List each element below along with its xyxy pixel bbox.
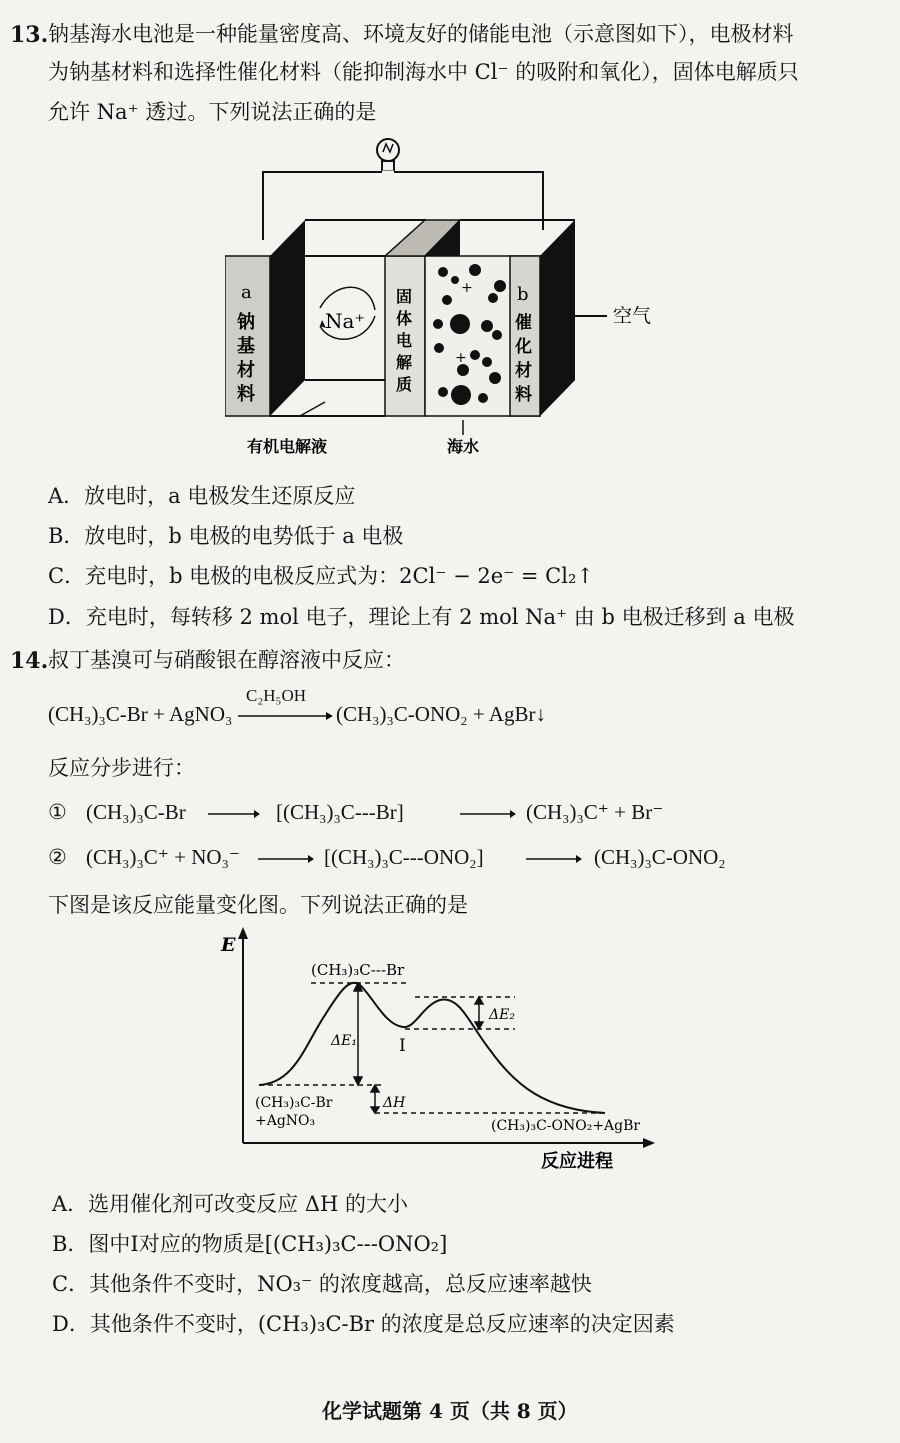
svg-text:电: 电 [396, 331, 413, 350]
label-b: b [517, 284, 529, 305]
equation-left: (CH₃)₃C-Br + AgNO₃ [48, 702, 233, 726]
question-14-number: 14. [10, 648, 49, 674]
question-13-stem-line1: 钠基海水电池是一种能量密度高、环境友好的储能电池（示意图如下），电极材料 [48, 22, 794, 46]
question-13-stem-line3: 允许 Na⁺ 透过。下列说法正确的是 [48, 100, 377, 124]
step-2 [48, 845, 768, 875]
solid-electrolyte-text [396, 287, 413, 394]
svg-text:材: 材 [515, 361, 532, 381]
seawater-label: 海水 [447, 437, 480, 456]
step-2-arrow-2 [526, 853, 582, 865]
light-bulb-icon [377, 139, 399, 171]
reactants-label-line1: (CH₃)₃C-Br [255, 1095, 333, 1111]
q14-option-c[interactable]: C．其他条件不变时，NO₃⁻ 的浓度越高，总反应速率越快 [52, 1272, 592, 1296]
svg-text:+: + [461, 280, 473, 296]
svg-text:化: 化 [515, 337, 532, 357]
energy-diagram [215, 925, 675, 1175]
step-2-number: ② [48, 845, 67, 869]
reaction-arrow [238, 710, 333, 722]
step-1 [48, 800, 748, 830]
question-14-stem: 叔丁基溴可与硝酸银在醇溶液中反应： [48, 648, 405, 672]
ion-label: Na⁺ [325, 309, 365, 333]
x-axis-label: 反应进程 [541, 1151, 613, 1172]
q14-option-b[interactable]: B．图中Ⅰ对应的物质是[(CH₃)₃C---ONO₂] [52, 1232, 448, 1256]
y-axis-label: E [221, 934, 236, 956]
step-1-arrow-1 [208, 808, 260, 820]
step-1-reactant: (CH₃)₃C-Br [86, 800, 186, 824]
dE1-label: ΔE₁ [331, 1033, 357, 1049]
q14-option-d[interactable]: D．其他条件不变时，(CH₃)₃C-Br 的浓度是总反应速率的决定因素 [52, 1312, 675, 1336]
question-13-stem-line2: 为钠基材料和选择性催化材料（能抑制海水中 Cl⁻ 的吸附和氧化），固体电解质只 [48, 60, 799, 84]
q13-option-c[interactable]: C．充电时，b 电极的电极反应式为：2Cl⁻ − 2e⁻ = Cl₂↑ [48, 564, 594, 588]
svg-text:料: 料 [237, 384, 255, 405]
q13-option-d[interactable]: D．充电时，每转移 2 mol 电子，理论上有 2 mol Na⁺ 由 b 电极迁移到 a 电极 [48, 605, 795, 629]
step-2-transition-state: [(CH₃)₃C---ONO₂] [324, 845, 484, 869]
q13-option-a[interactable]: A．放电时，a 电极发生还原反应 [48, 484, 356, 508]
step-1-transition-state: [(CH₃)₃C---Br] [276, 800, 404, 824]
svg-text:料: 料 [515, 385, 532, 405]
products-label: (CH₃)₃C-ONO₂+AgBr [491, 1118, 641, 1134]
dE2-label: ΔE₂ [489, 1007, 515, 1023]
intermediate-label: I [399, 1036, 406, 1056]
svg-text:钠: 钠 [237, 312, 255, 333]
svg-text:+: + [455, 350, 467, 366]
steps-label: 反应分步进行： [48, 756, 195, 780]
svg-text:基: 基 [237, 336, 255, 357]
step-2-product: (CH₃)₃C-ONO₂ [594, 845, 726, 869]
ts1-label: (CH₃)₃C---Br [311, 961, 405, 979]
svg-text:解: 解 [396, 353, 413, 372]
dH-label: ΔH [383, 1095, 406, 1111]
step-1-arrow-2 [460, 808, 516, 820]
question-13-number: 13. [10, 22, 49, 48]
organic-electrolyte-label: 有机电解液 [247, 437, 328, 456]
q13-option-b[interactable]: B．放电时，b 电极的电势低于 a 电极 [48, 524, 404, 548]
svg-text:材: 材 [237, 360, 255, 381]
q14-option-a[interactable]: A．选用催化剂可改变反应 ΔH 的大小 [52, 1192, 408, 1216]
energy-curve [259, 983, 605, 1113]
step-1-number: ① [48, 800, 67, 824]
figure-intro: 下图是该反应能量变化图。下列说法正确的是 [48, 893, 468, 917]
equation-right: (CH₃)₃C-ONO₂ + AgBr↓ [336, 702, 546, 726]
svg-text:固: 固 [396, 287, 413, 306]
battery-diagram [225, 130, 685, 460]
air-label: 空气 [613, 305, 652, 327]
svg-text:催: 催 [515, 313, 532, 333]
step-2-arrow-1 [258, 853, 314, 865]
equation-condition: C₂H₅OH [246, 686, 307, 705]
step-1-product: (CH₃)₃C⁺ + Br⁻ [526, 800, 664, 824]
svg-text:体: 体 [396, 309, 413, 328]
svg-text:质: 质 [396, 375, 413, 394]
page-footer: 化学试题第 4 页（共 8 页） [322, 1399, 578, 1423]
step-2-reactant: (CH₃)₃C⁺ + NO₃⁻ [86, 845, 240, 869]
reactants-label-line2: +AgNO₃ [255, 1113, 316, 1129]
label-a: a [241, 282, 252, 303]
overall-equation [48, 688, 608, 732]
